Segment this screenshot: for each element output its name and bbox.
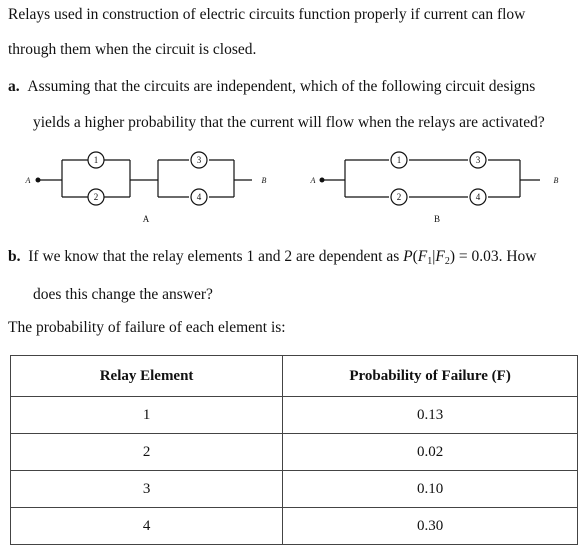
math-bar: | (432, 248, 436, 265)
header-probability-of-failure: Probability of Failure (F) (283, 356, 578, 397)
table-header-row (11, 356, 578, 397)
part-a-text-1: Assuming that the circuits are independent, which of the following circuit designs (27, 78, 536, 95)
part-b-text: If we know that the relay elements 1 and 2 are dependent as (28, 248, 404, 265)
math-open-paren: ( (412, 248, 418, 265)
relay-element-cell: 3 (11, 471, 283, 508)
intro-line-2: through them when the circuit is closed. (8, 41, 257, 58)
failure-probability-cell: 0.13 (283, 397, 578, 434)
part-b-marker: b. (8, 248, 21, 265)
relay-element-cell: 1 (11, 397, 283, 434)
math-sub-1: 1 (427, 256, 433, 267)
diagram-b-caption: B (433, 214, 441, 224)
table-row (11, 471, 578, 508)
terminal-a-dot (320, 178, 325, 183)
failure-probability-cell: 0.10 (283, 471, 578, 508)
part-b-line-1 (8, 248, 537, 267)
diagram-a-caption: A (142, 214, 150, 224)
failure-probability-cell: 0.02 (283, 434, 578, 471)
relay-4-label: 4 (196, 192, 202, 202)
header-relay-element: Relay Element (11, 356, 283, 397)
diagram-a-start-label: A (25, 176, 31, 185)
diagram-b-end-label: B (553, 176, 559, 185)
diagram-a-end-label: B (261, 176, 267, 185)
table-row (11, 508, 578, 545)
intro-line-1: Relays used in construction of electric circuits function properly if current can flow (8, 6, 526, 23)
math-f1: F (417, 248, 428, 265)
failure-probability-table (10, 355, 578, 545)
table-row (11, 397, 578, 434)
relay-1-label: 1 (396, 155, 402, 165)
circuit-diagrams (0, 140, 584, 235)
part-a-line-1 (8, 78, 535, 96)
relay-element-cell: 2 (11, 434, 283, 471)
table-row (11, 434, 578, 471)
relay-2-label: 2 (93, 192, 99, 202)
math-p: P (403, 248, 413, 265)
relay-3-label: 3 (475, 155, 481, 165)
terminal-a-dot (36, 178, 41, 183)
math-equals-value: = 0.03. How (454, 248, 537, 265)
math-sub-2: 2 (444, 256, 450, 267)
relay-2-label: 2 (396, 192, 402, 202)
relay-1-label: 1 (93, 155, 99, 165)
part-b-line-2: does this change the answer? (33, 286, 213, 303)
relay-3-label: 3 (196, 155, 202, 165)
relay-element-cell: 4 (11, 508, 283, 545)
math-close-paren: ) (449, 248, 455, 265)
diagram-b-start-label: A (310, 176, 316, 185)
math-f2: F (435, 248, 445, 265)
failure-intro: The probability of failure of each element is: (8, 319, 286, 336)
relay-4-label: 4 (475, 192, 481, 202)
failure-probability-cell: 0.30 (283, 508, 578, 545)
part-a-line-2: yields a higher probability that the current will flow when the relays are activated? (33, 114, 545, 131)
part-a-marker: a. (8, 78, 20, 95)
